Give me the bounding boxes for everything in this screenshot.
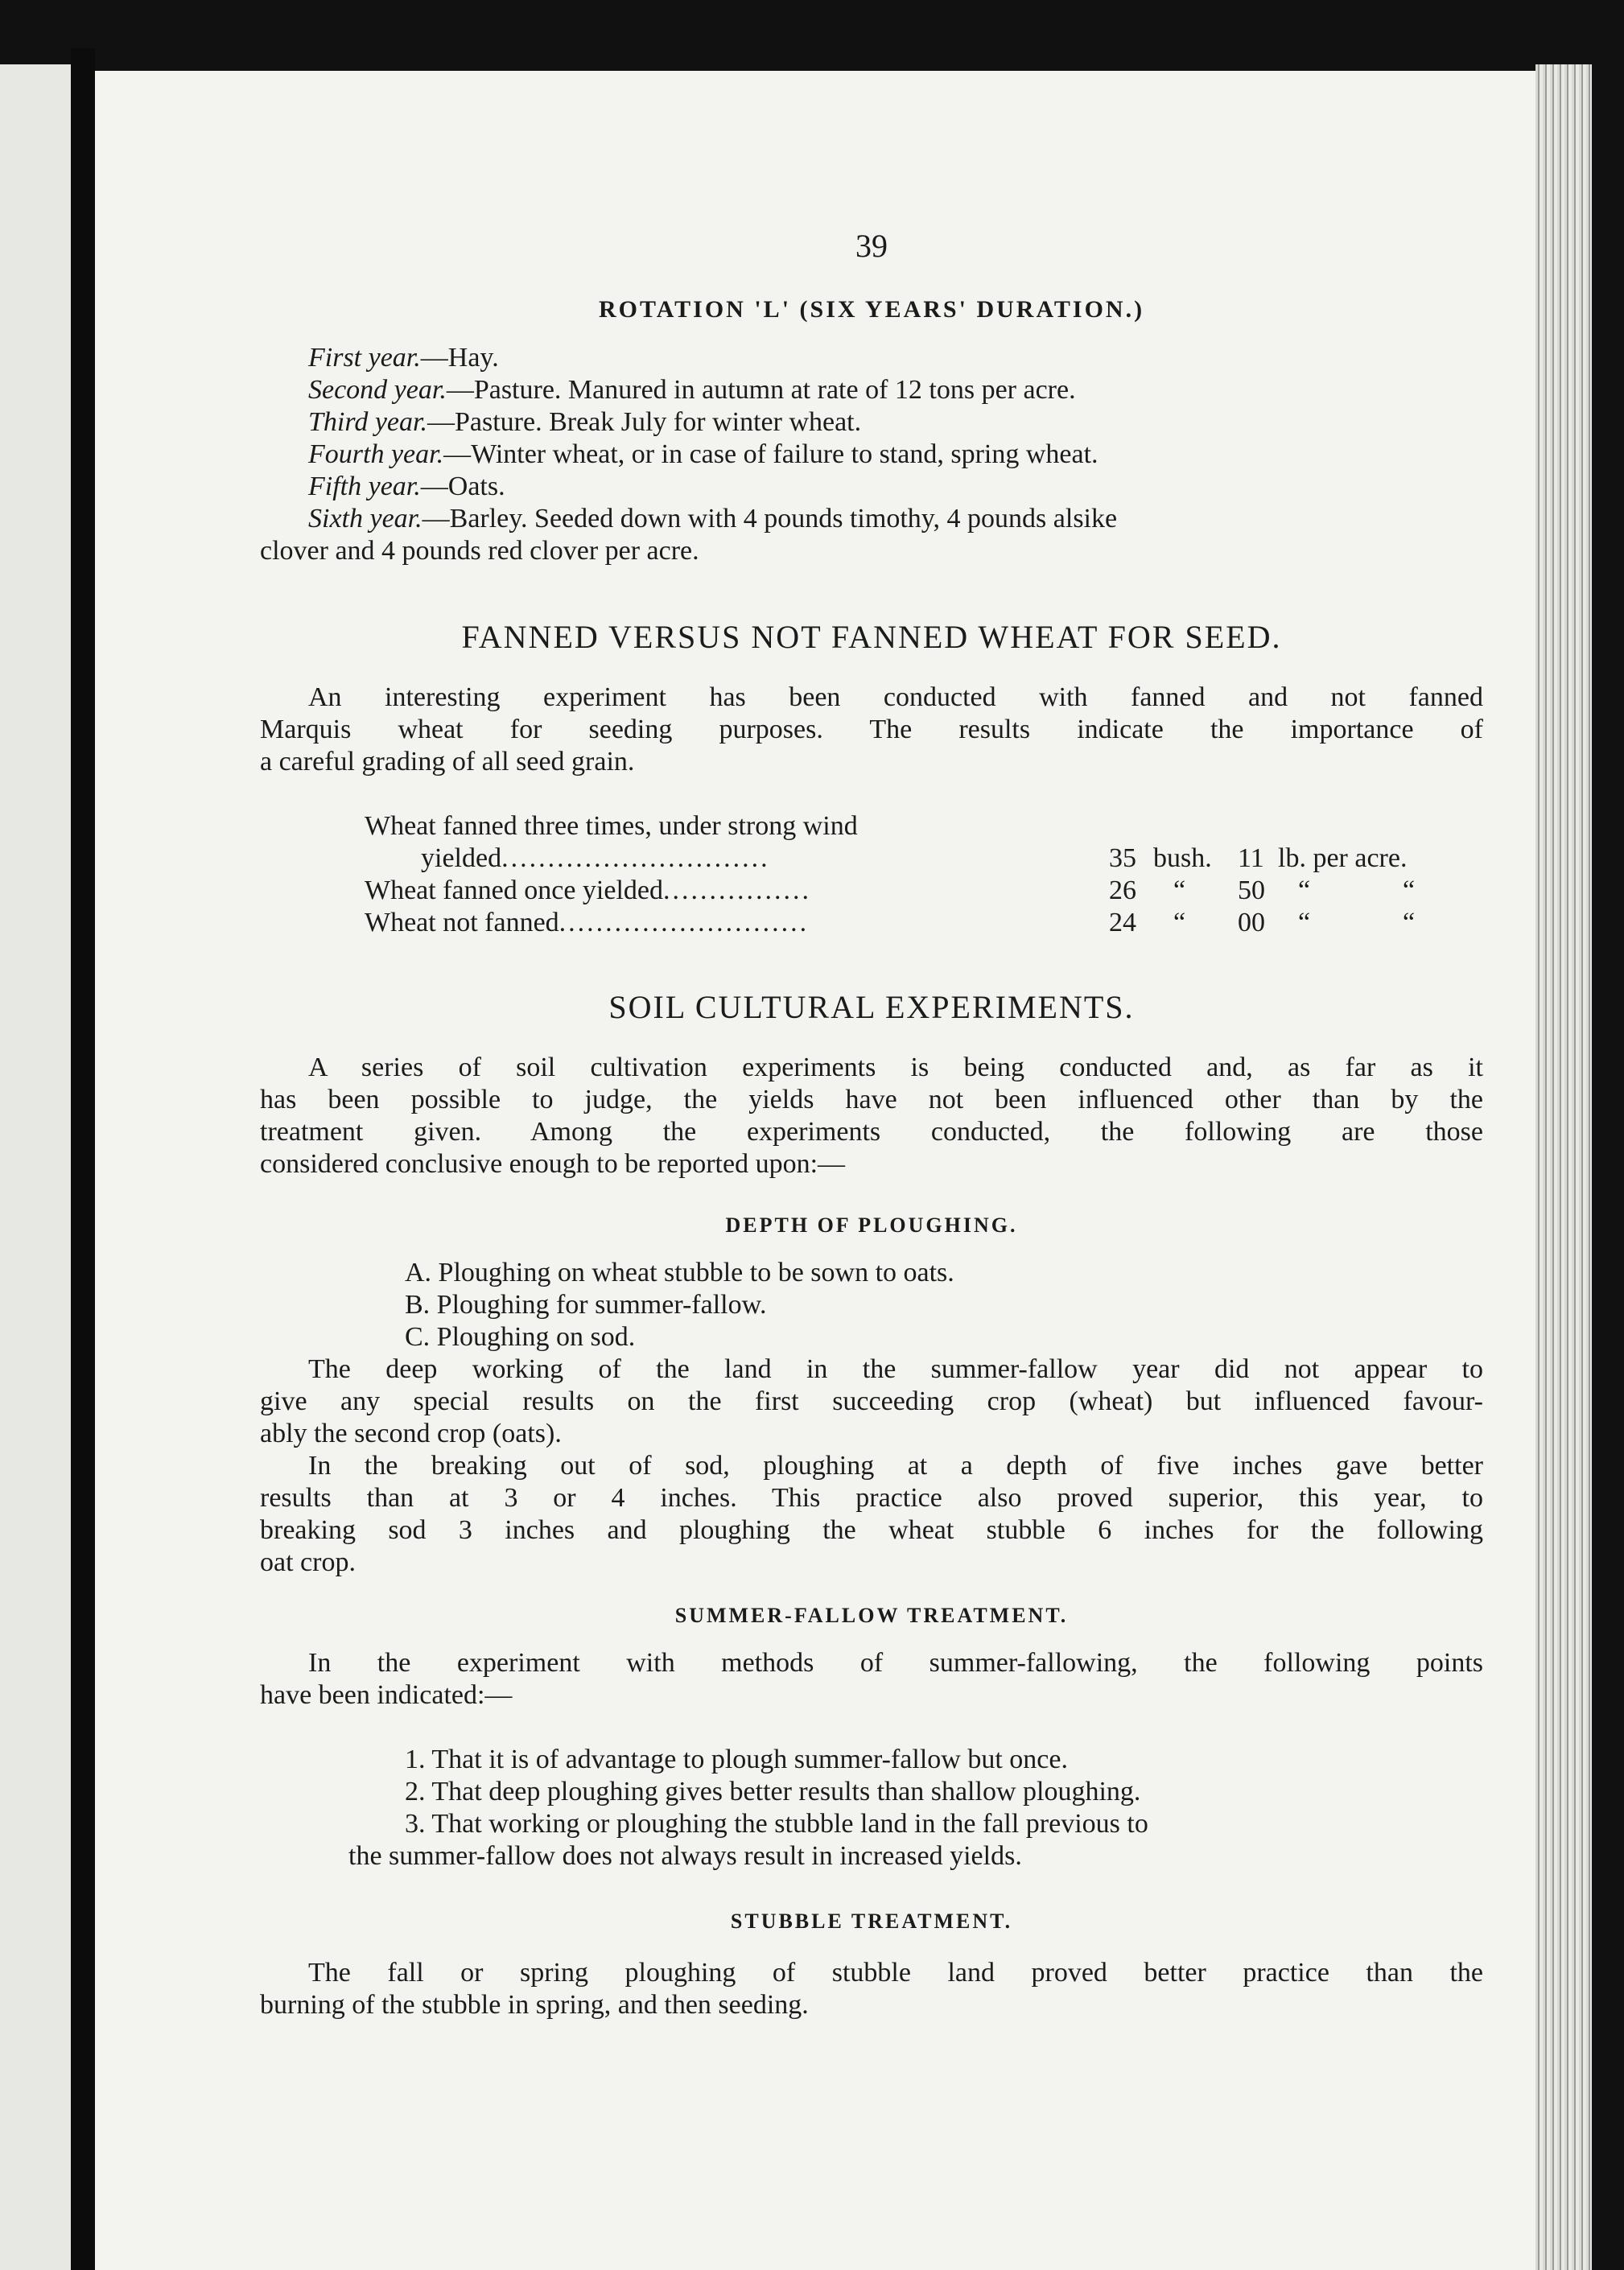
yield-lb: 50 (1238, 875, 1265, 905)
yield-row-label: Wheat fanned once yielded................ (365, 875, 811, 905)
yield-row-label: Wheat fanned three times, under strong wind (365, 811, 858, 841)
yield-bush: 26 (1109, 875, 1136, 905)
summer-para-line: In the experiment with methods of summer-fallowing, the following points (308, 1648, 1483, 1678)
book-page (95, 71, 1537, 2270)
summer-para-line: have been indicated:— (260, 1680, 513, 1710)
depth-item: C. Ploughing on sod. (405, 1322, 636, 1352)
soil-heading: SOIL CULTURAL EXPERIMENTS. (608, 989, 1135, 1025)
depth-para2-line: results than at 3 or 4 inches. This practice also proved superior, this year, to (260, 1483, 1483, 1513)
soil-para-line: has been possible to judge, the yields have not been influenced other than by the (260, 1085, 1483, 1114)
summer-item: 3. That working or ploughing the stubble land in the fall previous to (405, 1809, 1148, 1839)
yield-bush-unit: bush. (1153, 843, 1212, 873)
yield-bush: 24 (1109, 908, 1136, 937)
depth-heading: DEPTH OF PLOUGHING. (725, 1213, 1018, 1237)
ditto-mark: “ (1173, 875, 1186, 905)
summer-heading: SUMMER-FALLOW TREATMENT. (674, 1604, 1069, 1627)
yield-row-label: Wheat not fanned........................... (365, 908, 810, 937)
yield-bush: 35 (1109, 843, 1136, 873)
rotation-continuation: clover and 4 pounds red clover per acre. (260, 536, 699, 566)
yield-lb-unit: lb. per acre. (1278, 843, 1408, 873)
stubble-para-line: The fall or spring ploughing of stubble land proved better practice than the (308, 1958, 1483, 1988)
soil-para-line: considered conclusive enough to be reported upon:— (260, 1149, 846, 1179)
depth-para1-line: give any special results on the first succeeding crop (wheat) but influenced favour- (260, 1386, 1483, 1416)
ditto-mark: “ (1298, 875, 1311, 905)
summer-item: 1. That it is of advantage to plough summer-fallow but once. (405, 1745, 1068, 1774)
summer-item-continuation: the summer-fallow does not always result in increased yields. (348, 1841, 1022, 1871)
fanned-para-line: An interesting experiment has been conducted with fanned and not fanned (308, 682, 1483, 712)
ditto-mark: “ (1298, 908, 1311, 937)
depth-para1-line: The deep working of the land in the summer-fallow year did not appear to (308, 1354, 1483, 1384)
rotation-item: Fourth year.—Winter wheat, or in case of failure to stand, spring wheat. (308, 439, 1098, 469)
soil-para-line: treatment given. Among the experiments conducted, the following are those (260, 1117, 1483, 1147)
yield-row-label: yielded............................. (421, 843, 770, 873)
summer-item: 2. That deep ploughing gives better results than shallow ploughing. (405, 1777, 1141, 1807)
ditto-mark: “ (1173, 908, 1186, 937)
rotation-item: Second year.—Pasture. Manured in autumn at rate of 12 tons per acre. (308, 375, 1076, 405)
yield-lb: 00 (1238, 908, 1265, 937)
stubble-heading: STUBBLE TREATMENT. (730, 1910, 1013, 1933)
ditto-mark: “ (1403, 875, 1416, 905)
depth-para2-line: oat crop. (260, 1547, 356, 1577)
depth-para2-line: breaking sod 3 inches and ploughing the wheat stubble 6 inches for the following (260, 1515, 1483, 1545)
ditto-mark: “ (1403, 908, 1416, 937)
rotation-item: Third year.—Pasture. Break July for winter wheat. (308, 407, 862, 437)
yield-lb: 11 (1238, 843, 1264, 873)
book-gutter (71, 48, 95, 2270)
page-stack-edge (1535, 64, 1592, 2270)
rotation-item: First year.—Hay. (308, 343, 499, 373)
stubble-para-line: burning of the stubble in spring, and then seeding. (260, 1990, 809, 2020)
fanned-para-line: Marquis wheat for seeding purposes. The results indicate the importance of (260, 715, 1483, 744)
facing-page-edge (0, 64, 71, 2270)
rotation-item: Sixth year.—Barley. Seeded down with 4 pounds timothy, 4 pounds alsike (308, 504, 1118, 534)
rotation-heading: ROTATION 'L' (SIX YEARS' DURATION.) (598, 296, 1145, 323)
depth-item: B. Ploughing for summer-fallow. (405, 1290, 767, 1320)
soil-para-line: A series of soil cultivation experiments is being conducted and, as far as it (308, 1053, 1483, 1082)
page-number: 39 (855, 228, 888, 264)
depth-item: A. Ploughing on wheat stubble to be sown to oats. (405, 1258, 954, 1287)
depth-para2-line: In the breaking out of sod, ploughing at a depth of five inches gave better (308, 1451, 1483, 1481)
fanned-heading: FANNED VERSUS NOT FANNED WHEAT FOR SEED. (461, 619, 1282, 655)
depth-para1-line: ably the second crop (oats). (260, 1419, 562, 1448)
fanned-para-line: a careful grading of all seed grain. (260, 747, 635, 777)
rotation-item: Fifth year.—Oats. (308, 472, 505, 501)
